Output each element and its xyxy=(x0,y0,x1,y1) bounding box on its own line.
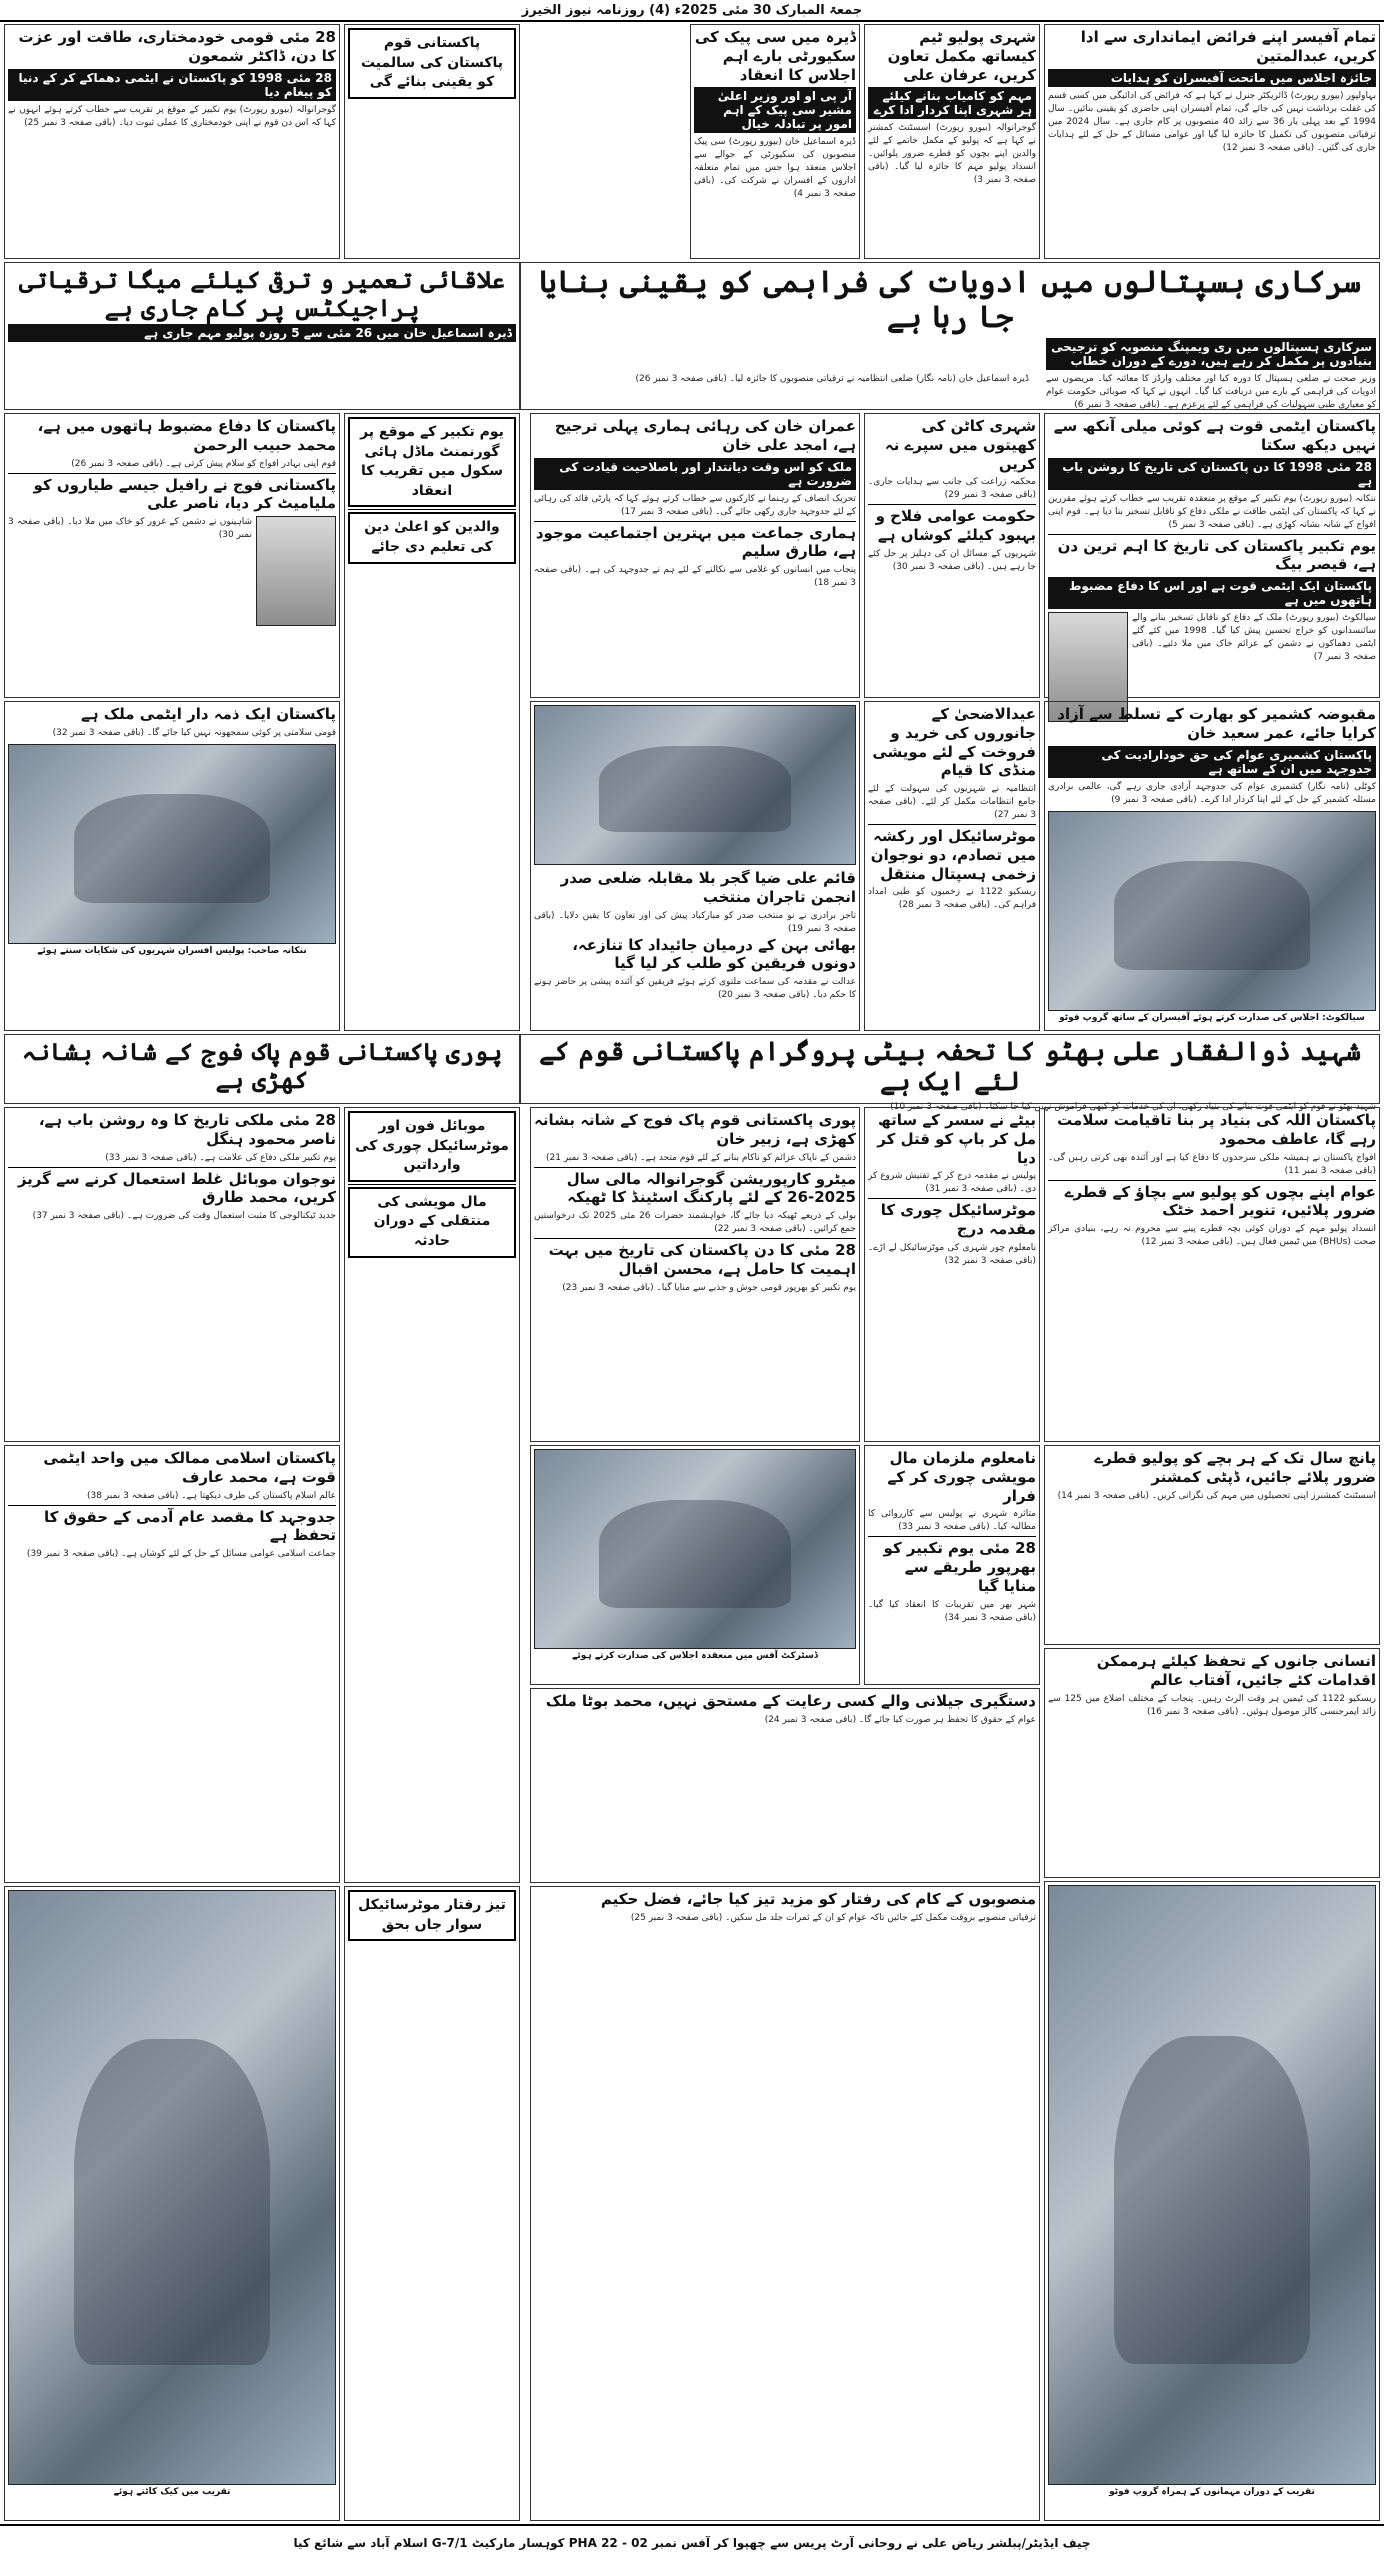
news-block xyxy=(530,1688,1040,1883)
news-block xyxy=(864,413,1040,698)
article-body: شاہینوں نے دشمن کے غرور کو خاک میں ملا دیا۔ (باقی صفحہ 3 نمبر 30) xyxy=(8,517,252,541)
news-photo xyxy=(8,744,336,944)
news-block xyxy=(1044,1107,1380,1442)
article-body: پولیس نے مقدمہ درج کر کے تفتیش شروع کر دی۔ (باقی صفحہ 3 نمبر 31) xyxy=(868,1171,1036,1195)
news-block xyxy=(4,1107,340,1442)
article-body: افواج پاکستان نے ہمیشہ ملکی سرحدوں کا دفاع کیا ہے اور آئندہ بھی کرتی رہیں گی۔ (باقی صفحہ 3 نمبر 11) xyxy=(1048,1152,1376,1176)
headline: منصوبوں کے کام کی رفتار کو مزید تیز کیا جائے، فضل حکیم xyxy=(600,1890,1036,1908)
headline: 28 مئی ملکی تاریخ کا وہ روشن باب ہے، ناصر محمود ہنگل xyxy=(38,1111,336,1148)
portrait-photo xyxy=(256,516,336,626)
article-body: عوام کے حقوق کا تحفظ ہر صورت کیا جائے گا۔ (باقی صفحہ 3 نمبر 24) xyxy=(764,1714,1036,1725)
headline: پاکستانی فوج نے رافیل جیسے طیاروں کو ملیامیٹ کر دیا، ناصر علی xyxy=(33,475,336,513)
headline: پاکستان ایٹمی قوت ہے کوئی میلی آنکھ سے نہیں دیکھ سکتا xyxy=(1053,417,1376,454)
news-block xyxy=(344,413,520,1031)
article-body: شہید بھٹو نے قوم کو ایٹمی قوت بنانے کی بنیاد رکھی، ان کی خدمات کو کبھی فراموش نہیں کیا جا سکتا۔ (باقی صفحہ 3 نمبر 10) xyxy=(890,1101,1376,1112)
article-body: قوم اپنی بہادر افواج کو سلام پیش کرتی ہے۔ (باقی صفحہ 3 نمبر 26) xyxy=(71,458,336,469)
boxed-headline: یوم تکبیر کے موقع پر گورنمنٹ ماڈل ہائی سکول میں تقریب کا انعقاد xyxy=(348,417,516,507)
article-body: اسسٹنٹ کمشنرز اپنی تحصیلوں میں مہم کی نگرانی کریں۔ (باقی صفحہ 3 نمبر 14) xyxy=(1057,1490,1376,1501)
subheadline: جائزہ اجلاس میں ماتحت آفیسران کو ہدایات xyxy=(1048,69,1376,87)
headline: نامعلوم ملزمان مال مویشی چوری کر کے فرار xyxy=(887,1449,1036,1505)
photo-caption: تقریب میں کیک کاٹتے ہوئے xyxy=(113,2487,231,2497)
headline: موٹرسائیکل چوری کا مقدمہ درج xyxy=(880,1201,1036,1239)
headline: دستگیری جیلانی والے کسی رعایت کے مستحق نہیں، محمد بوٹا ملک xyxy=(545,1692,1036,1710)
subheadline: پاکستان کشمیری عوام کی حق خودارادیت کی جدوجہد میں ان کے ساتھ ہے xyxy=(1048,746,1376,778)
headline: موٹرسائیکل اور رکشہ میں تصادم، دو نوجوان زخمی ہسپتال منتقل xyxy=(870,827,1036,883)
article-body: انتظامیہ نے شہریوں کی سہولت کے لئے جامع انتظامات مکمل کر لئے۔ (باقی صفحہ 3 نمبر 27) xyxy=(868,784,1036,821)
news-block xyxy=(4,701,340,1031)
photo-caption: تقریب کے دوران مہمانوں کے ہمراہ گروپ فوٹو xyxy=(1109,2487,1315,2497)
subheadline: ملک کو اس وقت دیانتدار اور باصلاحیت قیادت کی ضرورت ہے xyxy=(534,458,856,490)
news-block xyxy=(864,24,1040,259)
article-body: دشمن کے ناپاک عزائم کو ناکام بنانے کے لئے قوم متحد ہے۔ (باقی صفحہ 3 نمبر 21) xyxy=(546,1152,856,1163)
news-block-banner xyxy=(520,1034,1380,1112)
headline: یوم تکبیر پاکستان کی تاریخ کا اہم ترین دن ہے، قیصر بیگ xyxy=(1057,536,1376,574)
article-body: یوم تکبیر ملکی دفاع کی علامت ہے۔ (باقی صفحہ 3 نمبر 33) xyxy=(105,1152,336,1163)
article-body: تحریک انصاف کے رہنما نے کارکنوں سے خطاب کرتے ہوئے کہا کہ پارٹی قائد کی رہائی کے لئے جدوجہد جاری رکھی جائے گی۔ (باقی صفحہ 3 نمبر 17) xyxy=(534,493,856,517)
news-block-banner xyxy=(4,1034,520,1104)
headline: 28 مئی یوم تکبیر کو بھرپور طریقے سے منایا گیا xyxy=(883,1539,1036,1595)
headline: بھائی بہن کے درمیان جائیداد کا تنازعہ، دونوں فریقین کو طلب کر لیا گیا xyxy=(572,935,856,973)
newspaper-page xyxy=(4,24,1380,2522)
news-block xyxy=(4,413,340,698)
article-body: عالم اسلام پاکستان کی طرف دیکھتا ہے۔ (باقی صفحہ 3 نمبر 38) xyxy=(86,1490,336,1501)
subheadline: آر پی او اور وزیر اعلیٰ مشیر سی پیک کے اہم امور پر تبادلہ خیال xyxy=(694,87,856,133)
imprint-footer: چیف ایڈیٹر/پبلشر ریاض علی نے روحانی آرٹ پریس سے چھپوا کر آفس نمبر PHA 22 - 02 کوہسار مارکیٹ G-7/1 اسلام آباد سے شائع کیا xyxy=(0,2524,1384,2560)
news-block xyxy=(4,1445,340,1883)
headline: پانچ سال تک کے ہر بچے کو پولیو قطرے ضرور پلائے جائیں، ڈپٹی کمشنر xyxy=(1094,1449,1376,1486)
article-body: ننکانہ (بیورو رپورٹ) یوم تکبیر کے موقع پر منعقدہ تقریب سے خطاب کرتے ہوئے مقررین نے کہا کہ پاکستان کی ایٹمی طاقت نے ملکی دفاع کو ناقابل تسخیر بنا دیا ہے۔ قوم اپنی افواج کے شانہ بشانہ کھڑی ہے۔ (باقی صفحہ 3 نمبر 5) xyxy=(1048,493,1376,530)
article-body: پنجاب میں انسانوں کو غلامی سے نکالنے کے لئے ہم نے جدوجہد کی ہے۔ (باقی صفحہ 3 نمبر 18) xyxy=(534,565,856,589)
headline: 28 مئی کا دن پاکستان کی تاریخ میں بہت اہمیت کا حامل ہے، محسن اقبال xyxy=(548,1241,856,1278)
boxed-headline: والدین کو اعلیٰ دین کی تعلیم دی جائے xyxy=(348,512,516,563)
article-body: نامعلوم چور شہری کی موٹرسائیکل لے اڑے۔ (باقی صفحہ 3 نمبر 32) xyxy=(868,1242,1036,1266)
article-body: تاجر برادری نے نو منتخب صدر کو مبارکباد پیش کی اور تعاون کا یقین دلایا۔ (باقی صفحہ 3 نمبر 19) xyxy=(534,910,856,934)
article-body: محکمہ زراعت کی جانب سے ہدایات جاری۔ (باقی صفحہ 3 نمبر 29) xyxy=(868,477,1036,501)
article-body: شہر بھر میں تقریبات کا انعقاد کیا گیا۔ (باقی صفحہ 3 نمبر 34) xyxy=(868,1599,1036,1623)
news-block xyxy=(1044,1648,1380,1878)
headline: ڈیرہ میں سی پیک کی سکیورٹی بارے اہم اجلاس کا انعقاد xyxy=(694,28,856,84)
masthead: جمعۃ المبارک 30 مئی 2025ء (4) روزنامہ نیوز الخیرز xyxy=(0,0,1384,22)
news-block xyxy=(1044,1445,1380,1645)
headline: حکومت عوامی فلاح و بہبود کیلئے کوشاں ہے xyxy=(875,507,1036,545)
article-body: شہریوں کے مسائل ان کی دہلیز پر حل کئے جا رہے ہیں۔ (باقی صفحہ 3 نمبر 30) xyxy=(868,548,1036,572)
news-photo xyxy=(1048,811,1376,1011)
article-body: وزیر صحت نے ضلعی ہسپتال کا دورہ کیا اور مختلف وارڈز کا معائنہ کیا۔ مریضوں سے ادویات کی فراہمی کے بارے میں دریافت کیا گیا۔ انہوں نے کہا کہ صوبائی حکومت عوام کو معیاری طبی سہولیات کی فراہمی کے لئے پرعزم ہے۔ (باقی صفحہ 3 نمبر 6) xyxy=(1046,374,1376,411)
headline: قائم علی ضیا گجر بلا مقابلہ ضلعی صدر انجمن تاجران منتخب xyxy=(560,869,856,906)
headline: پوری پاکستانی قوم پاک فوج کے شانہ بشانہ کھڑی ہے، زبیر خان xyxy=(534,1111,856,1148)
headline: بیٹے نے سسر کے ساتھ مل کر باپ کو قتل کر دیا xyxy=(877,1111,1036,1167)
photo-caption: سیالکوٹ: اجلاس کی صدارت کرتے ہوئے آفیسران کے ساتھ گروپ فوٹو xyxy=(1059,1012,1365,1023)
subheadline: ڈیرہ اسماعیل خان میں 26 مئی سے 5 روزہ پولیو مہم جاری ہے xyxy=(8,324,516,342)
headline: جدوجہد کا مقصد عام آدمی کے حقوق کا تحفظ ہے xyxy=(44,1507,336,1545)
boxed-headline: تیز رفتار موٹرسائیکل سوار جاں بحق xyxy=(348,1890,516,1941)
article-body: ریسکیو 1122 کی ٹیمیں ہر وقت الرٹ رہیں۔ پنجاب کے مختلف اضلاع میں 125 سے زائد ایمرجنسی کالز موصول ہوئیں۔ (باقی صفحہ 3 نمبر 16) xyxy=(1048,1693,1376,1717)
news-block xyxy=(530,413,860,698)
headline: ہماری جماعت میں بہترین اجتماعیت موجود ہے، طارق سلیم xyxy=(535,523,856,561)
boxed-headline: موبائل فون اور موٹرسائیکل چوری کی وارداتیں xyxy=(348,1111,516,1182)
headline: انسانی جانوں کے تحفظ کیلئے ہرممکن اقدامات کئے جائیں، آفتاب عالم xyxy=(1096,1652,1376,1689)
subheadline: پاکستان ایک ایٹمی قوت ہے اور اس کا دفاع مضبوط ہاتھوں میں ہے xyxy=(1048,577,1376,609)
news-block xyxy=(690,24,860,259)
news-photo xyxy=(534,705,856,865)
headline: تمام آفیسر اپنے فرائض ایمانداری سے ادا کریں، عبدالمتین xyxy=(1080,28,1376,65)
banner-headline: علاقائی تعمیر و ترقی کیلئے میگا ترقیاتی پراجیکٹس پر کام جاری ہے xyxy=(18,265,506,322)
headline: نوجوان موبائل غلط استعمال کرنے سے گریز کریں، محمد طارق xyxy=(17,1169,336,1207)
news-block xyxy=(344,1107,520,1883)
news-block xyxy=(344,1886,520,2521)
boxed-headline: مال مویشی کی منتقلی کے دوران حادثہ xyxy=(348,1187,516,1258)
headline: پاکستان اللہ کی بنیاد پر بنا تاقیامت سلامت رہے گا، عاطف محمود xyxy=(1057,1111,1376,1148)
headline: 28 مئی قومی خودمختاری، طاقت اور عزت کا دن، ڈاکٹر شمعون xyxy=(18,28,336,65)
news-block xyxy=(530,1107,860,1442)
headline: پاکستان اسلامی ممالک میں واحد ایٹمی قوت ہے، محمد عارف xyxy=(43,1449,336,1486)
article-body: کوٹلی (نامہ نگار) کشمیری عوام کی جدوجہد آزادی جاری رہے گی، عالمی برادری مسئلہ کشمیر کے حل کے لئے اپنا کردار ادا کرے۔ (باقی صفحہ 3 نمبر 9) xyxy=(1048,781,1376,805)
news-block xyxy=(530,1886,1040,2521)
article-body: گوجرانوالہ (بیورو رپورٹ) اسسٹنٹ کمشنر نے کہا ہے کہ پولیو کے مکمل خاتمے کے لئے والدین اپنے بچوں کو قطرے ضرور پلوائیں۔ انسداد پولیو مہم کا جائزہ لیا گیا۔ (باقی صفحہ 3 نمبر 3) xyxy=(868,123,1036,186)
article-body: عدالت نے مقدمہ کی سماعت ملتوی کرتے ہوئے فریقین کو آئندہ پیشی پر حاضر ہونے کا حکم دیا۔ (باقی صفحہ 3 نمبر 20) xyxy=(534,977,856,1001)
headline: عیدالاضحیٰ کے جانوروں کی خرید و فروخت کے لئے مویشی منڈی کا قیام xyxy=(872,705,1036,780)
headline: پاکستان ایک ذمہ دار ایٹمی ملک ہے xyxy=(81,705,336,723)
headline: مقبوضہ کشمیر کو بھارت کے تسلط سے آزاد کرایا جائے، عمر سعید خان xyxy=(1057,705,1376,742)
banner-headline: پوری پاکستانی قوم پاک فوج کے شانہ بشانہ کھڑی ہے xyxy=(21,1037,503,1094)
news-block xyxy=(864,1107,1040,1442)
news-block xyxy=(1044,701,1380,1031)
headline: میٹرو کارپوریشن گوجرانوالہ مالی سال 2025-26 کے لئے پارکنگ اسٹینڈ کا ٹھیکہ xyxy=(566,1169,856,1207)
article-body: جماعت اسلامی عوامی مسائل کے حل کے لئے کوشاں ہے۔ (باقی صفحہ 3 نمبر 39) xyxy=(26,1549,336,1560)
news-block xyxy=(530,701,860,1031)
headline: عمران خان کی رہائی ہماری پہلی ترجیح ہے، امجد علی خان xyxy=(554,417,856,454)
article-body: ڈیرہ اسماعیل خان (بیورو رپورٹ) سی پیک منصوبوں کی سکیورٹی کے حوالے سے اجلاس منعقد ہوا جس میں تمام متعلقہ اداروں کے افسران نے شرکت کی۔ (باقی صفحہ 3 نمبر 4) xyxy=(694,137,856,200)
banner-headline: شہید ذوالفقار علی بھٹو کا تحفہ بیٹی پروگرام پاکستانی قوم کے لئے ایک ہے xyxy=(539,1037,1361,1097)
article-body: ریسکیو 1122 نے زخمیوں کو طبی امداد فراہم کی۔ (باقی صفحہ 3 نمبر 28) xyxy=(868,887,1037,911)
news-block xyxy=(1044,24,1380,259)
news-photo xyxy=(8,1890,336,2485)
subheadline: مہم کو کامیاب بنانے کیلئے ہر شہری اپنا کردار ادا کرے xyxy=(868,87,1036,119)
article-body: سیالکوٹ (بیورو رپورٹ) ملک کے دفاع کو ناقابل تسخیر بنانے والے سائنسدانوں کو خراج تحسین پیش کیا گیا۔ 1998 میں کئے گئے ایٹمی دھماکوں نے دشمن کے عزائم خاک میں ملا دئیے۔ (باقی صفحہ 3 نمبر 7) xyxy=(1132,613,1376,663)
article-body: متاثرہ شہری نے پولیس سے کارروائی کا مطالبہ کیا۔ (باقی صفحہ 3 نمبر 33) xyxy=(868,1509,1036,1533)
headline: پاکستان کا دفاع مضبوط ہاتھوں میں ہے، محمد حبیب الرحمن xyxy=(37,417,336,454)
headline: شہری پولیو ٹیم کیساتھ مکمل تعاون کریں، عرفان علی xyxy=(887,28,1036,84)
news-block xyxy=(864,1445,1040,1685)
subheadline: 28 مئی 1998 کو پاکستان نے ایٹمی دھماکے کر کے دنیا کو پیغام دیا xyxy=(8,69,336,101)
news-photo xyxy=(1048,1885,1376,2485)
article-body: جدید ٹیکنالوجی کا مثبت استعمال وقت کی ضرورت ہے۔ (باقی صفحہ 3 نمبر 37) xyxy=(32,1211,336,1222)
photo-caption: ڈسٹرکٹ آفس میں منعقدہ اجلاس کی صدارت کرتے ہوئے xyxy=(572,1651,818,1661)
news-block-banner xyxy=(520,262,1380,410)
subheadline: سرکاری ہسپتالوں میں ری ویمپنگ منصوبہ کو ترجیحی بنیادوں پر مکمل کر رہے ہیں، دورے کے دوران خطاب xyxy=(1046,338,1376,370)
article-body: قومی سلامتی پر کوئی سمجھوتہ نہیں کیا جائے گا۔ (باقی صفحہ 3 نمبر 32) xyxy=(52,727,336,738)
headline: عوام اپنے بچوں کو پولیو سے بچاؤ کے قطرے ضرور پلائیں، تنویر احمد خٹک xyxy=(1064,1182,1376,1220)
article-body: یوم تکبیر کو بھرپور قومی جوش و جذبے سے منایا گیا۔ (باقی صفحہ 3 نمبر 23) xyxy=(562,1282,856,1293)
banner-headline: سرکاری ہسپتالوں میں ادویات کی فراہمی کو یقینی بنایا جا رہا ہے xyxy=(539,265,1361,335)
news-block xyxy=(1044,413,1380,698)
article-body: ڈیرہ اسماعیل خان (نامہ نگار) ضلعی انتظامیہ نے ترقیاتی منصوبوں کا جائزہ لیا۔ (باقی صفحہ 3 نمبر 26) xyxy=(635,374,1029,384)
news-block xyxy=(530,1445,860,1685)
news-photo xyxy=(534,1449,856,1649)
article-body: بولی کے ذریعے ٹھیکہ دیا جائے گا، خواہشمند حضرات 26 مئی 2025 تک درخواستیں جمع کرائیں۔ (باقی صفحہ 3 نمبر 22) xyxy=(534,1211,856,1235)
article-body: انسداد پولیو مہم کے دوران کوئی بچہ قطرے پینے سے محروم نہ رہے، بنیادی مراکز صحت (BHUs) میں ٹیمیں فعال ہیں۔ (باقی صفحہ 3 نمبر 12) xyxy=(1048,1224,1376,1248)
news-block xyxy=(1044,1881,1380,2521)
headline: شہری کاٹن کی کھیتوں میں سپرے نہ کریں xyxy=(884,417,1036,473)
news-block xyxy=(344,24,520,259)
photo-caption: ننکانہ صاحب: پولیس افسران شہریوں کی شکایات سنتے ہوئے xyxy=(37,945,307,956)
article-body: ترقیاتی منصوبے بروقت مکمل کئے جائیں تاکہ عوام کو ان کے ثمرات جلد مل سکیں۔ (باقی صفحہ 3 نمبر 25) xyxy=(630,1912,1036,1923)
article-body: بہاولپور (بیورو رپورٹ) ڈائریکٹر جنرل نے کہا ہے کہ فرائض کی ادائیگی میں کسی قسم کی غفلت برداشت نہیں کی جائے گی، تمام آفیسران اپنی حاضری کو یقینی بنائیں۔ سال 1994 کے بعد پہلی بار 36 سے زائد 40 منصوبوں پر کام جاری ہے۔ سال 2024 میں ترقیاتی منصوبوں کی تکمیل کا جائزہ لیا گیا اور عوامی مسائل کے حل کے لئے ہدایات جاری کی گئیں۔ (باقی صفحہ 3 نمبر 12) xyxy=(1048,90,1376,153)
boxed-headline: پاکستانی قوم پاکستان کی سالمیت کو یقینی بنائے گی xyxy=(348,28,516,99)
subheadline: 28 مئی 1998 کا دن پاکستان کی تاریخ کا روشن باب ہے xyxy=(1048,458,1376,490)
news-block-banner xyxy=(4,262,520,410)
news-block xyxy=(864,701,1040,1031)
news-block xyxy=(4,24,340,259)
news-block xyxy=(4,1886,340,2521)
article-body: گوجرانوالہ (بیورو رپورٹ) یوم تکبیر کے موقع پر تقریب سے خطاب کرتے ہوئے انہوں نے کہا کہ اس دن قوم نے اپنی خودمختاری کا عملی ثبوت دیا۔ (باقی صفحہ 3 نمبر 25) xyxy=(8,104,336,128)
